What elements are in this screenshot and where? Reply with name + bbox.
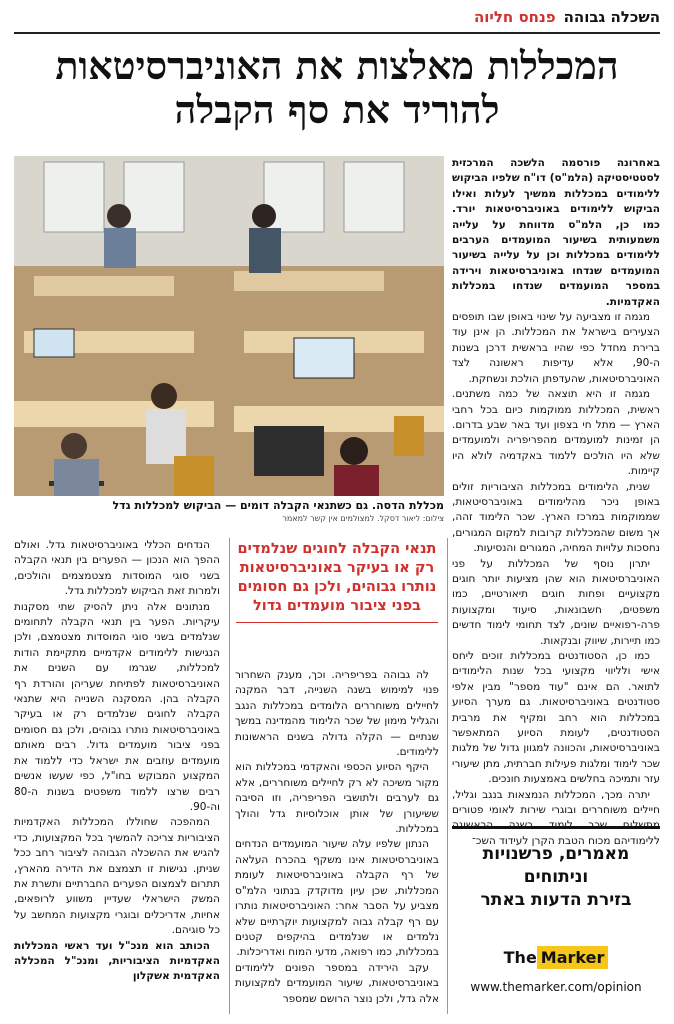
article-paragraph: מנתונים אלה ניתן להסיק שתי מסקנות עיקריות. הפער בין תנאי הקבלה לתחומים שנלמדים בשני סוגי המוסדות מצטמצם, ולכן הנגישות ללימודים אקדמיים מתקיימת הודות למכללות, שגרמו עם השנים את האוניברסיטאות לפתיחת שעריהן והורדת רף הקבלה בהן. המסקנה השנייה היא שתנאי הקבלה לחוגים שנלמדים רק או בעיקר באוניברסיטאות נותרו גבוהים, ולכן גם חסומים בפני ציבור מועמדים גדול. רבים מאותם מועמדים עוזבים את ישראל כדי ללמוד את המקצוע המבוקש בחו"ל, כפי שעשו אנשים רבים שרצו ללמוד משפטים בשנות ה-80 וה-90. bbox=[14, 600, 220, 813]
promo-title bbox=[452, 843, 660, 912]
header-rule bbox=[14, 32, 660, 34]
promo-title-line-2: בזירת הדעות באתר bbox=[480, 890, 632, 910]
article-paragraph: היקף הסיוע הכספי והאקדמי במכללות הוא מקור משיכה לא רק לחיילים משוחררים, אלא גם לערבים ולתושבי הפריפריה, וזו הסיבה ששיעורן של אותן אוכלוסיות גדל והולך במכללות. bbox=[235, 761, 439, 836]
article-paragraph: המהפכה שחוללו המכללות האקדמיות הציבוריות צריכה להמשיך בכל המקצועות, כדי להגיש את ההשכלה הגבוהה לציבור רחב ככל שניתן. נגישות זו תצמצם את הדירה מהארץ, תתרום לצמצום הפערים החברתיים ותשרת את המשק הישראלי שעדיין משווע לרופאים, אחיות, אדריכלים ובוגרי מקצועות המחשב על כל סוגיהם. bbox=[14, 816, 220, 937]
logo-marker: Marker bbox=[537, 946, 609, 969]
author-credit: הכותב הוא מנכ"ל ועד ראשי המכללות האקדמיות הציבוריות, ומנכ"ל המכללה האקדמית אשקלון bbox=[14, 939, 220, 983]
themarker-promo[interactable] bbox=[452, 826, 660, 1019]
classroom-photo-illustration bbox=[14, 156, 444, 496]
article-paragraph: כמו כן, הסטודנטים במכללות זוכים ליחס אישי ולליווי מקצועי בכל שנות הלימודים לתואר. הם אינם "עוד מספר" מבין אלפי סטודנטים באוניברסיטאות. גם מערך הסיוע במכללות הוא רחב ומקיף את מרבית הסטודנטים, לעומת הסיוע המתאפשר באוניברסיטאות, והכוונה למגוון גדול של מלגות שכר לימוד ומלגות פעילות חברתית, מתן שיעורי עזר ותמיכה בחלשים באמצעות חונכים. bbox=[452, 650, 660, 786]
headline-line-1: המכללות מאלצות את האוניברסיטאות bbox=[55, 43, 619, 88]
article-column-left bbox=[14, 538, 220, 1012]
article-lead: באחרונה פורסמה הלשכה המרכזית לסטטיסטיקה (הלמ"ס) דו"ח שלפיו הביקוש ללימודים במכללות ממשיך לעלות ואילו הביקוש ללימודים באוניברסיטאות יורד. כמו כן, הלמ"ס מדווחת על עלייה משמעותית בשיעור המועמדים הערבים ללימודים במכללות וכן על עלייה בשיעור המועמדים שנדחו באוניברסיטאות וירידה במספר המועמדים שנדחו במכללות האקדמיות. bbox=[452, 157, 660, 308]
article-paragraph: מגמה זו היא תוצאה של כמה משתנים. ראשית, המכללות ממוקמות כיום בכל רחבי הארץ — מתל חי בצפון ועד באר שבע בדרום. הן זמינות למועמדים מהפריפריה ולמועמדים שלא היו הולכים ללמוד באקדמיה לולא היו קיימות. bbox=[452, 388, 660, 478]
article-paragraph: מגמה זו מצביעה על שינוי באופן שבו תופסים הצעירים בישראל את המכללות. הן אינן עוד ברירת מחדל כפי שהיו בראשית דרכן בשנות ה-90, אלא עדיפות ראשונה לצד האוניברסיטאות, שהעדפתן הולכת ונשחקת. bbox=[452, 311, 660, 385]
pull-quote-text: תנאי הקבלה לחוגים שנלמדים רק או בעיקר באוניברסיטאות נותרו גבוהים, ולכן גם חסומים בפני ציבור מועמדים גדול bbox=[237, 541, 437, 614]
column-divider bbox=[229, 538, 230, 1014]
column-divider bbox=[447, 538, 448, 1014]
article-column-middle bbox=[235, 668, 439, 1014]
section-label: השכלה גבוהה bbox=[563, 8, 660, 26]
article-paragraph: עקב הירידה במספר הפונים ללימודים באוניברסיטאות, שיעור המועמדים למקצועות אלה גדל, ולכן נוצר הרושם שמספר bbox=[235, 961, 439, 1005]
author-name: פנחס חליוה bbox=[473, 8, 556, 26]
article-paragraph: לה גבוהה בפריפריה. וכך, מענק השחרור פנוי למימוש בשנה השנייה, דבר המקנה לחיילים משוחררים הלומדים במכללות הנגב והגליל מימון של שכר הלימוד מהמדינה במשך שנתיים — הקלה גדולה בשנים הראשונות ללימודים. bbox=[235, 669, 439, 759]
article-column-right bbox=[452, 156, 660, 847]
promo-url-link[interactable]: www.themarker.com/opinion bbox=[470, 980, 642, 994]
article-paragraph: הנדחים הכללי באוניברסיטאות גדל. ואולם ההפך הוא הנכון — הפערים בין תנאי הקבלה בשני סוגי המוסדות מצטמצמים והולכים, ולמרות זאת הביקוש למכללות גדל. bbox=[14, 539, 220, 598]
photo-caption-block bbox=[14, 498, 444, 525]
photo-credit: צילום: ליאור דסקל. למצולמים אין קשר למאמר bbox=[282, 514, 444, 523]
photo-caption: מכללת הדסה. גם כשתנאי הקבלה דומים — הביקוש למכללות גדל bbox=[112, 499, 444, 512]
article-paragraph: יתרה מכך, המכללות הנמצאות בנגב וגליל, חיילים משוחררים ובוגרי שירות לאומי פטורים מתשלום שכר לימוד בשנה הראשונה ללימודיהם מכוח הטבת הקרן לעידוד השכ־ bbox=[452, 788, 660, 847]
article-paragraph: יתרון נוסף של המכללות על פני האוניברסיטאות הוא שהן מציעות יותר חוגים מקצועיים ופחות חוגים תיאורטיים, כמו משפטים, חשבונאות, סיעוד ומקצועות פרה-רפואיים שונים, לצד תחומי לימוד חדשים כמו תיירות, שיווק ובנקאות. bbox=[452, 557, 660, 647]
pull-quote bbox=[236, 540, 438, 623]
logo-the: The bbox=[503, 947, 537, 967]
headline-line-2: להוריד את סף הקבלה bbox=[174, 87, 500, 132]
themarker-logo bbox=[496, 944, 616, 970]
promo-title-line-1: מאמרים, פרשנויות וניתוחים bbox=[482, 844, 630, 887]
header-line bbox=[14, 6, 660, 28]
classroom-photo bbox=[14, 156, 444, 496]
article-paragraph: הנתון שלפיו עלה שיעור המועמדים הנדחים באוניברסיטאות אינו משקף בהכרח העלאה של רף הקבלה באוניברסיטאות לעומת המכללות, שכן עיון מדוקדק בנתוני הלמ"ס מצביע על הסבר אחר: האוניברסיטאות נותרו עם רף קבלה גבוה למקצועות יוקרתיים שלא נלמדים או שנלמדים בהיקפים קטנים במכללות, כמו רפואה, מדעי המוח ואדריכלות. bbox=[235, 838, 439, 959]
article-paragraph: שנית, הלימודים במכללות הציבוריות זולים באופן ניכר מהלימודים באוניברסיטאות, שממוקמות במרכז הארץ. שכר הלימוד זהה, אך משום שהמכללות קרובות למקום המגורים, נחסכות עלויות המחיה, המגורים והנסיעות. bbox=[452, 480, 660, 555]
headline bbox=[10, 44, 664, 132]
